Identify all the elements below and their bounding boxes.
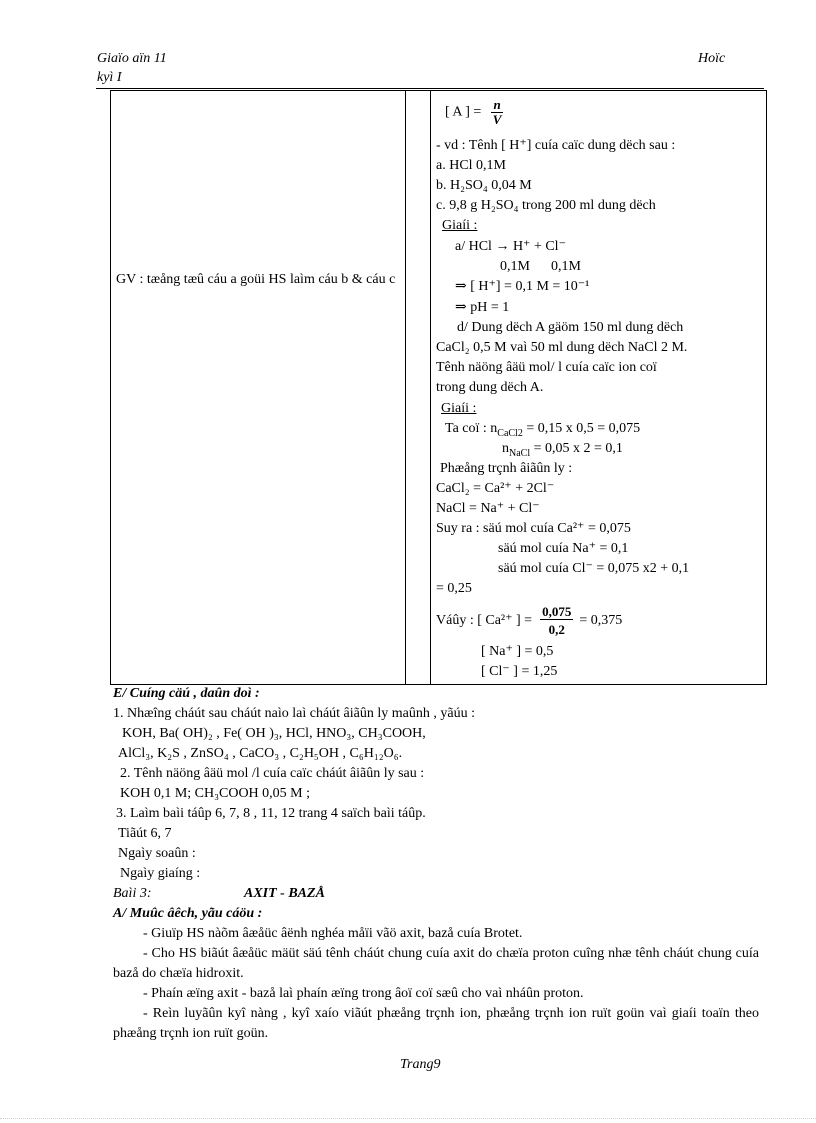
teacher-note: GV : tæång tæû cáu a goüi HS laìm cáu b & cáu c — [116, 272, 396, 287]
date-taught: Ngaìy giaíng : — [120, 866, 201, 881]
header-course: Giaïo aïn 11 — [97, 51, 167, 66]
formula-denominator: V — [492, 112, 502, 127]
nacl-subscript: NaCl — [509, 447, 531, 459]
solution-label-2: Giaíi : — [441, 401, 477, 416]
lesson-period: Tiãút 6, 7 — [118, 826, 172, 841]
hcl-concentrations: 0,1M 0,1M — [500, 259, 581, 274]
objective-2: - Cho HS biãút âæåüc mäüt säú tênh cháút chung cuía axit do chæïa proton cuîng nhæ tênh cháút chung cuía bazå do chæïa hidroxit. — [113, 946, 759, 981]
ph-result: ⇒ pH = 1 — [455, 300, 510, 315]
ca-concentration-lhs: Váûy : [ Ca²⁺ ] = — [436, 613, 533, 628]
page-number: Trang9 — [400, 1057, 441, 1072]
na-concentration: [ Na⁺ ] = 0,5 — [481, 644, 554, 659]
date-prepared: Ngaìy soaûn : — [118, 846, 196, 861]
question-1-list-1: KOH, Ba( OH)₂ , Fe( OH )₃, HCl, HNO₃, CH₃COOH, — [122, 726, 426, 741]
formula-fraction — [491, 98, 504, 127]
question-3: 3. Laìm baìi táûp 6, 7, 8 , 11, 12 trang 4 saïch baìi táûp. — [116, 806, 426, 821]
section-e-heading: E/ Cuíng cäú , daûn doì : — [113, 686, 260, 701]
n-symbol: n — [502, 441, 509, 456]
ca-result: = 0,375 — [579, 613, 623, 628]
mol-cl-result: = 0,25 — [436, 581, 472, 596]
objective-4: - Reìn luyãûn kyî nàng , kyî xaío viãút phæång trçnh ion, phæång trçnh ion ruït goün vaì giaíi toaïn theo phæång trçnh ion ruït goün. — [113, 1006, 759, 1041]
example-a: a. HCl 0,1M — [436, 158, 506, 173]
ca-concentration — [436, 602, 622, 640]
problem-d-line3: Tênh näöng âäü mol/ l cuía caïc ion coï — [436, 360, 657, 375]
lesson-title: AXIT - BAZÅ — [244, 886, 325, 901]
concentration-formula — [445, 98, 507, 127]
example-c: c. 9,8 g H₂SO₄ trong 200 ml dung dëch — [436, 198, 656, 213]
h-concentration: ⇒ [ H⁺] = 0,1 M = 10⁻¹ — [455, 279, 590, 294]
solution-label-1: Giaíi : — [442, 218, 478, 233]
cacl2-subscript: CaCl2 — [497, 427, 523, 439]
table-divider-1 — [405, 90, 406, 684]
question-1: 1. Nhæîng cháút sau cháút naìo laì cháút âiãûn ly maûnh , yãúu : — [113, 706, 475, 721]
problem-d: d/ Dung dëch A gäöm 150 ml dung dëch — [457, 320, 684, 335]
example-b: b. H₂SO₄ 0,04 M — [436, 178, 532, 193]
equation-hcl: a/ HCl → H⁺ + Cl⁻ — [455, 239, 566, 254]
ca-fraction — [540, 605, 573, 637]
ca-numerator: 0,075 — [542, 604, 572, 619]
lesson-number: Baìi 3: — [113, 886, 152, 901]
header-semester: kyì I — [97, 70, 122, 85]
page-edge — [0, 1118, 816, 1119]
mol-label: Ta coï : n — [445, 421, 498, 436]
cacl2-dissociation: CaCl₂ = Ca²⁺ + 2Cl⁻ — [436, 481, 555, 496]
table-divider-2 — [430, 90, 431, 684]
mol-cl: säú mol cuía Cl⁻ = 0,075 x2 + 0,1 — [498, 561, 690, 576]
question-2-list: KOH 0,1 M; CH₃COOH 0,05 M ; — [120, 786, 311, 801]
formula-numerator: n — [491, 98, 504, 113]
mol-na: säú mol cuía Na⁺ = 0,1 — [498, 541, 629, 556]
objective-1: - Giuïp HS nàõm âæåüc âënh nghéa måïi vãö axit, bazå cuía Brotet. — [143, 926, 523, 941]
mol-ca: Suy ra : säú mol cuía Ca²⁺ = 0,075 — [436, 521, 631, 536]
cl-concentration: [ Cl⁻ ] = 1,25 — [481, 664, 558, 679]
question-2: 2. Tênh näöng âäü mol /l cuía caïc cháút âiãûn ly sau : — [120, 766, 425, 781]
n-cacl2-value: = 0,15 x 0,5 = 0,075 — [526, 421, 641, 436]
dissociation-title: Phæång trçnh âiãûn ly : — [440, 461, 573, 476]
section-a-heading: A/ Muûc âêch, yãu cáöu : — [113, 906, 263, 921]
question-1-list-2: AlCl₃, K₂S , ZnSO₄ , CaCO₃ , C₂H₅OH , C₆H₁₂O₆. — [118, 746, 403, 761]
nacl-dissociation: NaCl = Na⁺ + Cl⁻ — [436, 501, 540, 516]
example-prompt: - vd : Tênh [ H⁺] cuía caïc dung dëch sau : — [436, 138, 676, 153]
header-right: Hoïc — [698, 51, 726, 66]
formula-lhs: [ A ] = — [445, 104, 482, 120]
problem-d-line4: trong dung dëch A. — [436, 380, 544, 395]
header-rule — [96, 88, 764, 89]
objective-3: - Phaín æïng axit - bazå laì phaín æïng trong âoï coï sæû cho vaì nháûn proton. — [143, 986, 584, 1001]
n-nacl-value: = 0,05 x 2 = 0,1 — [533, 441, 623, 456]
problem-d-line2: CaCl₂ 0,5 M vaì 50 ml dung dëch NaCl 2 M. — [436, 340, 688, 355]
ca-denominator: 0,2 — [548, 622, 565, 637]
